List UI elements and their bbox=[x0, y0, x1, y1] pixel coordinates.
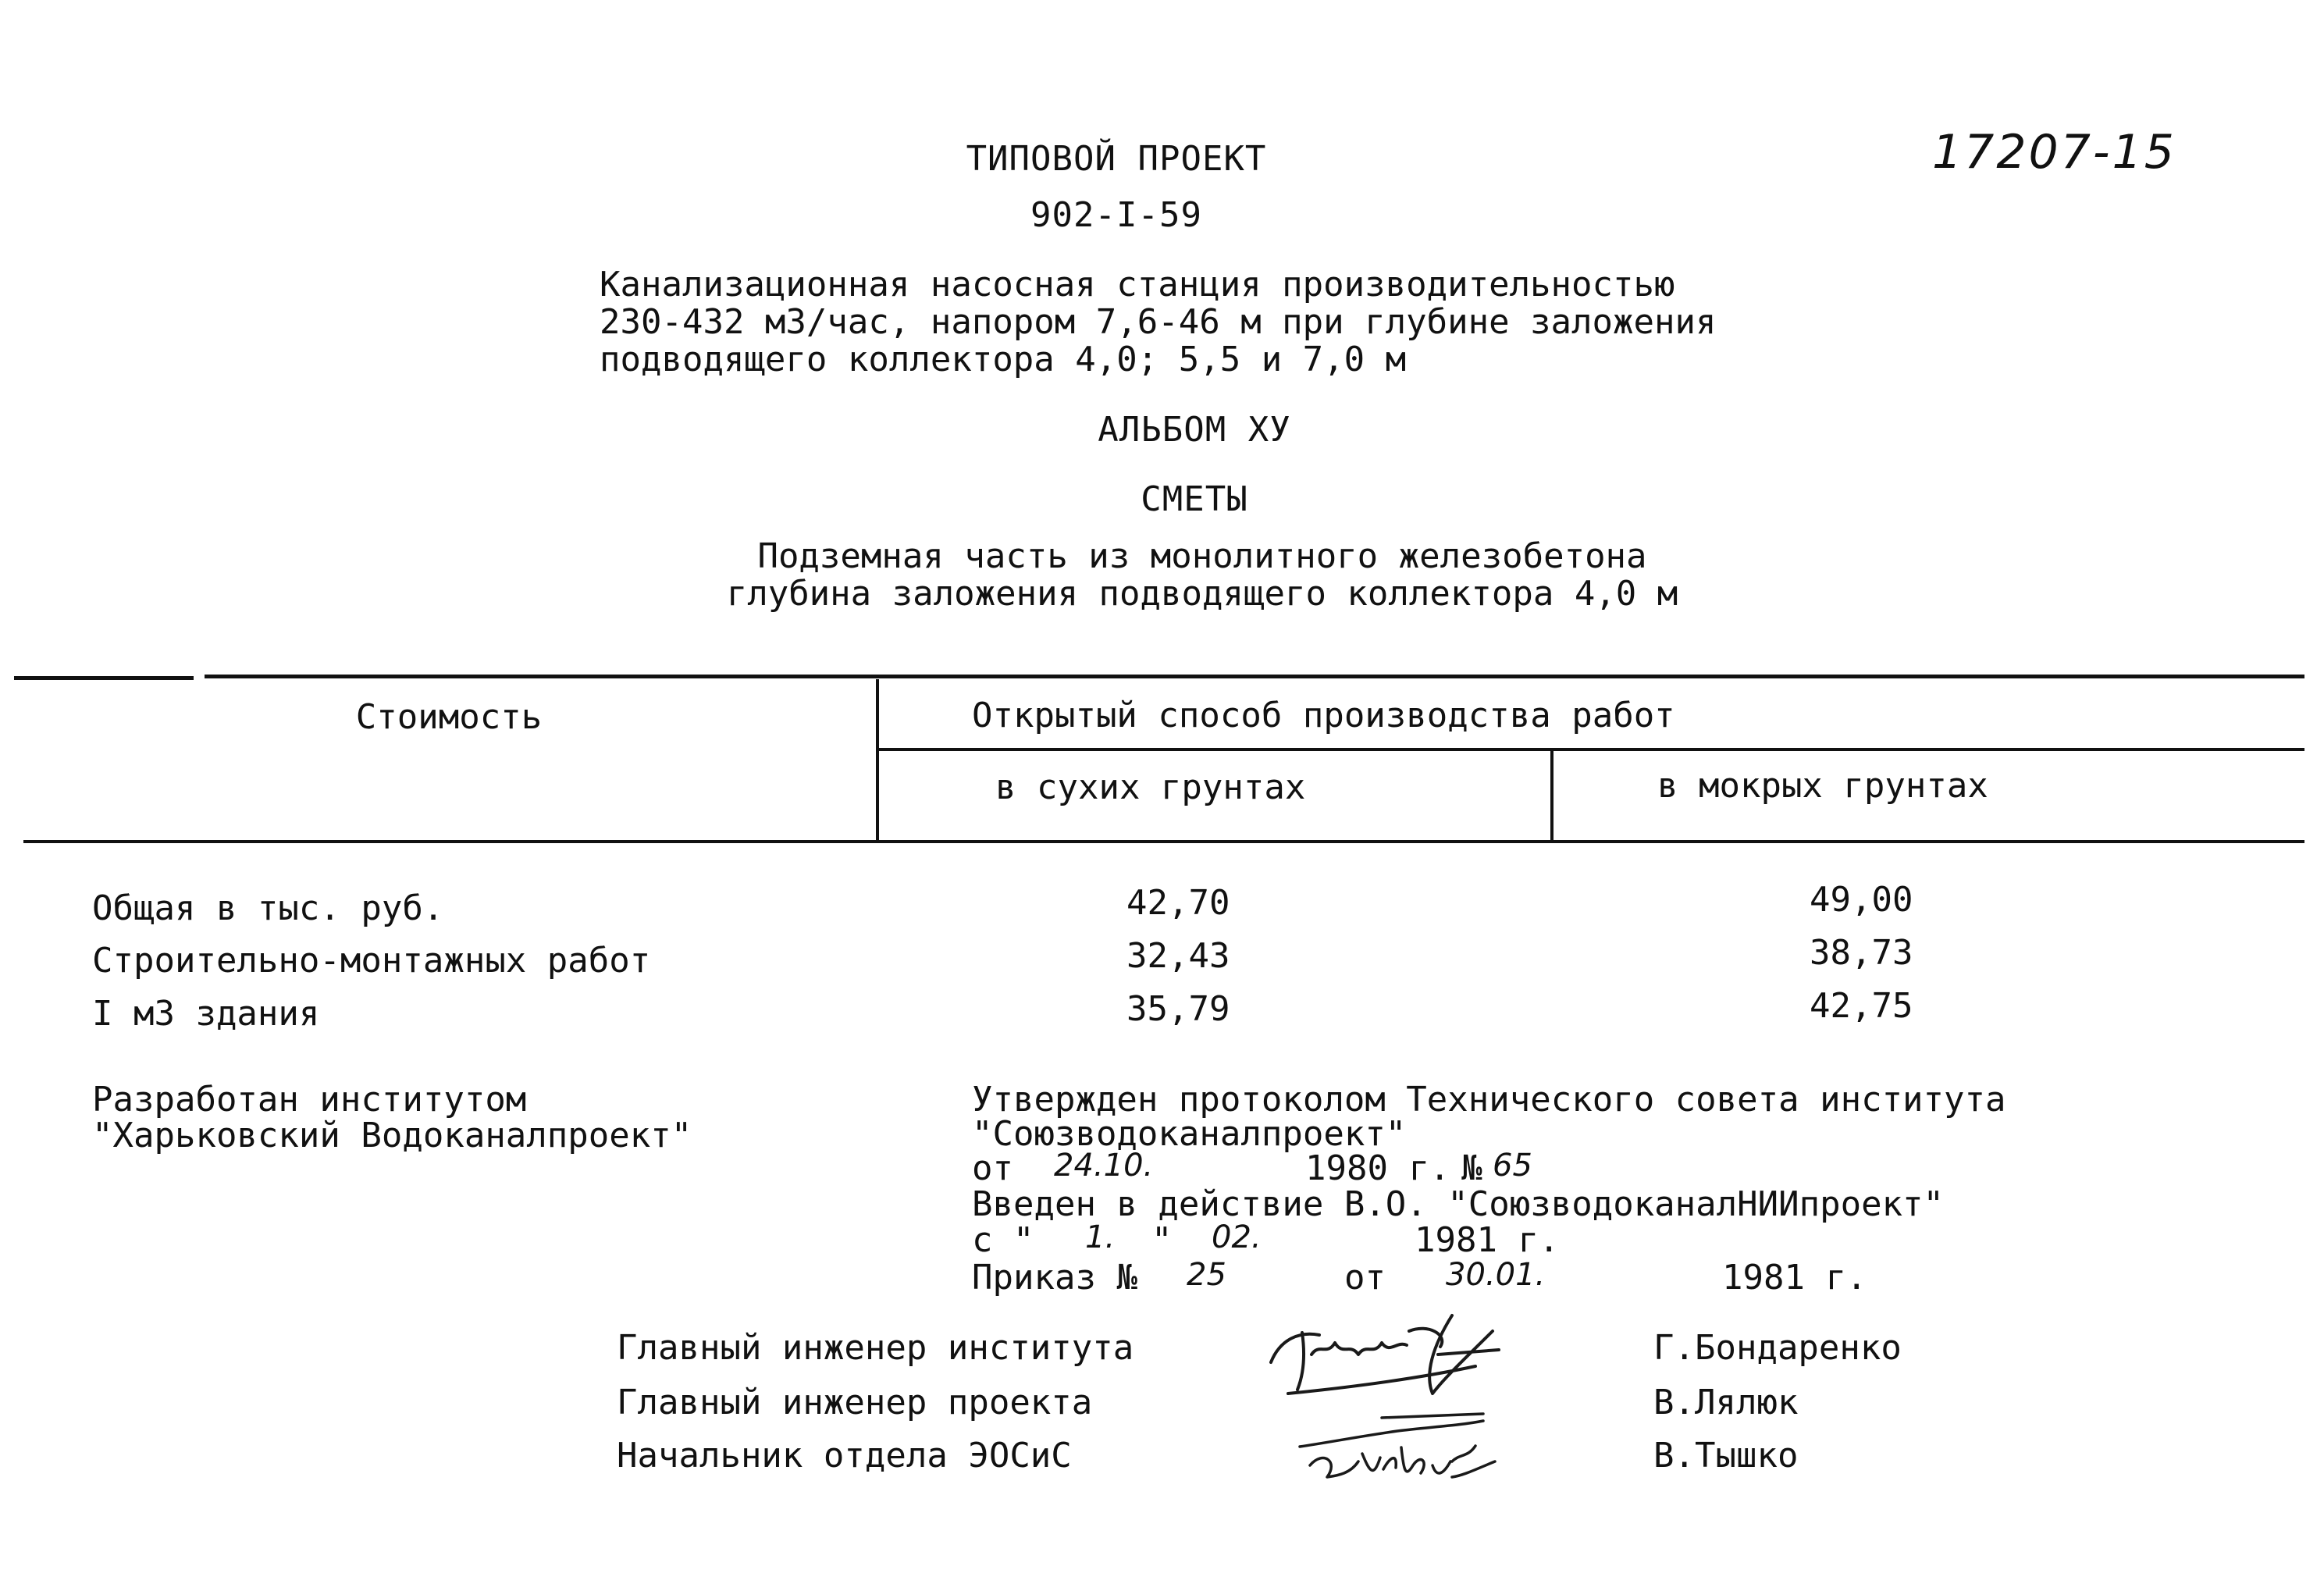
signatory-role: Главный инженер института bbox=[617, 1328, 1134, 1368]
developer-line-1: Разработан институтом bbox=[92, 1080, 527, 1120]
description-line-1: Канализационная насосная станция производительностью bbox=[600, 265, 1675, 304]
approval-year: 1980 г. bbox=[1305, 1148, 1450, 1188]
table-header-wet: в мокрых грунтах bbox=[1657, 766, 1988, 806]
since-day-handwritten: 1. bbox=[1085, 1219, 1116, 1255]
subtitle-line-2: глубина заложения подводящего коллектора 4,0 м bbox=[726, 574, 1678, 614]
description-line-2: 230-432 м3/час, напором 7,6-46 м при глубине заложения bbox=[600, 302, 1717, 342]
order-year: 1981 г. bbox=[1722, 1258, 1867, 1298]
signatory-name: В.Лялюк bbox=[1653, 1383, 1799, 1422]
developer-line-2: "Харьковский Водоканалпроект" bbox=[92, 1116, 692, 1155]
row-wet-value: 38,73 bbox=[1810, 933, 1913, 973]
row-label: I м3 здания bbox=[92, 994, 320, 1034]
signatory-name: Г.Бондаренко bbox=[1653, 1328, 1902, 1368]
project-code: 902-I-59 bbox=[1030, 195, 1202, 235]
order-label: Приказ № bbox=[972, 1258, 1137, 1298]
row-dry-value: 42,70 bbox=[1126, 883, 1230, 923]
row-label: Строительно-монтажных работ bbox=[92, 941, 651, 981]
inventory-number-handwritten: 17207-15 bbox=[1932, 125, 2176, 180]
table-vertical-divider-2 bbox=[1550, 751, 1553, 842]
signatory-role: Начальник отдела ЭОСиС bbox=[617, 1436, 1072, 1476]
description-line-3: подводящего коллектора 4,0; 5,5 и 7,0 м bbox=[600, 340, 1407, 379]
approval-from-label: от bbox=[972, 1148, 1013, 1188]
order-date-handwritten: 30.01. bbox=[1446, 1257, 1546, 1293]
approval-line-1: Утвержден протоколом Технического совета института bbox=[972, 1080, 2006, 1120]
table-group-rule bbox=[879, 748, 2304, 751]
approval-date-handwritten: 24.10. bbox=[1054, 1148, 1154, 1184]
row-wet-value: 42,75 bbox=[1810, 986, 1913, 1026]
row-dry-value: 35,79 bbox=[1126, 989, 1230, 1029]
order-from-label: от bbox=[1344, 1258, 1386, 1298]
album-title: АЛЬБОМ ХУ bbox=[1098, 410, 1291, 450]
since-month-handwritten: 02. bbox=[1212, 1219, 1262, 1255]
signature-head-of-department bbox=[1304, 1430, 1507, 1500]
row-wet-value: 49,00 bbox=[1810, 880, 1913, 920]
since-label: с " bbox=[972, 1220, 1034, 1260]
section-title: СМЕТЫ bbox=[1141, 479, 1248, 519]
signatory-name: В.Тышко bbox=[1653, 1436, 1799, 1476]
signature-chief-engineer-institute bbox=[1265, 1300, 1530, 1409]
table-vertical-divider-1 bbox=[876, 679, 879, 842]
enacted-line: Введен в действие В.О. "СоюзводоканалНИИпроект" bbox=[972, 1184, 1945, 1224]
table-header-bottom-rule bbox=[23, 840, 2304, 843]
table-header-group: Открытый способ производства работ bbox=[972, 696, 1675, 735]
approval-number-sign: № bbox=[1461, 1148, 1482, 1188]
since-quote: " bbox=[1151, 1220, 1173, 1260]
approval-number-handwritten: 65 bbox=[1493, 1148, 1532, 1184]
doc-type-heading: ТИПОВОЙ ПРОЕКТ bbox=[966, 139, 1267, 179]
since-year: 1981 г. bbox=[1415, 1220, 1560, 1260]
subtitle-line-1: Подземная часть из монолитного железобетона bbox=[757, 536, 1647, 576]
table-top-rule bbox=[205, 675, 2304, 678]
table-header-dry: в сухих грунтах bbox=[995, 767, 1306, 807]
table-top-rule-left bbox=[14, 676, 194, 680]
signatory-role: Главный инженер проекта bbox=[617, 1383, 1093, 1422]
approval-line-2: "Союзводоканалпроект" bbox=[972, 1114, 1407, 1154]
table-header-cost: Стоимость bbox=[355, 697, 543, 737]
row-label: Общая в тыс. руб. bbox=[92, 888, 444, 928]
row-dry-value: 32,43 bbox=[1126, 936, 1230, 976]
order-number-handwritten: 25 bbox=[1187, 1257, 1226, 1293]
